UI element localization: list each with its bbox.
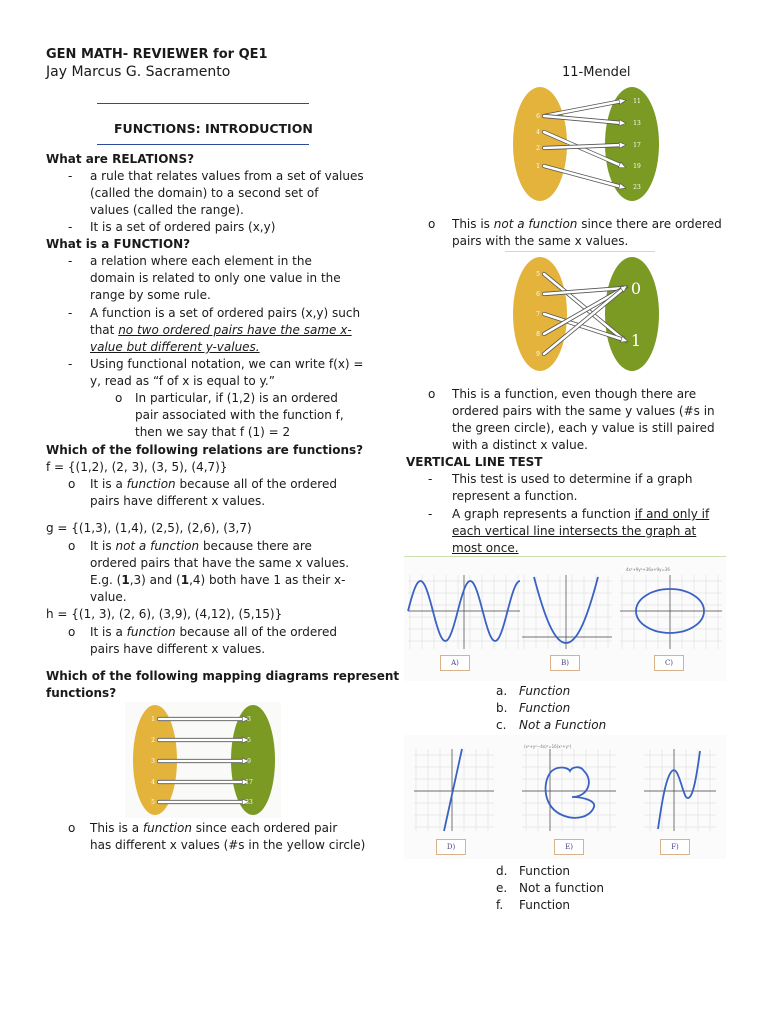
function-text <box>90 322 352 339</box>
graph-label-c: C) <box>654 655 684 671</box>
mapping-value: 3 <box>247 716 251 723</box>
text-span: function <box>142 821 192 835</box>
mapping-value: 19 <box>633 163 641 170</box>
text-span: function <box>126 477 176 491</box>
mapping-value: 11 <box>633 98 641 105</box>
bullet-circle: o <box>68 821 76 835</box>
answer-letter: c. <box>496 718 507 732</box>
bullet-dash: - <box>68 169 73 183</box>
mapping-heading: functions? <box>46 686 117 700</box>
underlined-text: each vertical line intersects the graph at <box>452 524 697 538</box>
mapping-value: 8 <box>536 331 540 338</box>
text-span: since each ordered pair <box>191 821 338 835</box>
underlined-text: value but different y-values. <box>90 340 260 354</box>
text-span: It is a <box>90 625 127 639</box>
mapping-value: 0 <box>630 279 642 298</box>
mapping-value: 17 <box>245 779 253 786</box>
range-oval <box>605 257 659 371</box>
graph-label-b: B) <box>550 655 580 671</box>
answer-letter: f. <box>496 898 504 912</box>
underlined-text: most once. <box>452 541 519 555</box>
line-curve <box>444 749 462 831</box>
text-span: 1 <box>121 573 130 587</box>
answer-letter: d. <box>496 864 508 878</box>
graph-row-1 <box>404 565 726 655</box>
section-name: 11-Mendel <box>562 65 631 80</box>
answer-h <box>90 624 337 641</box>
answer-d: Function <box>519 864 571 878</box>
answer-letter: b. <box>496 701 508 715</box>
bullet-circle: o <box>115 391 123 405</box>
text-span: ,4) both have 1 as their x- <box>189 573 346 587</box>
set-f: f = {(1,2), (2, 3), (3, 5), (4,7)} <box>46 460 228 474</box>
text-span: because all of the ordered <box>175 477 337 491</box>
mapping-value: 1 <box>151 716 155 723</box>
bullet-circle: o <box>428 217 436 231</box>
function-text: a relation where each element in the <box>90 254 312 268</box>
diagram-1-caption: has different x values (#s in the yellow circle) <box>90 838 366 852</box>
mapping-value: 1 <box>630 331 642 350</box>
answer-f-graph: Function <box>519 898 571 912</box>
vlt-text <box>452 506 709 523</box>
diagram-1-caption <box>90 820 337 837</box>
text-span: because there are <box>199 539 312 553</box>
set-h: h = {(1, 3), (2, 6), (3,9), (4,12), (5,15)} <box>46 607 283 621</box>
section-title: FUNCTIONS: INTRODUCTION <box>114 121 313 136</box>
text-span: not a function <box>115 539 200 553</box>
text-span: not a function <box>493 217 578 231</box>
relations-text: values (called the range). <box>90 203 244 217</box>
answer-e: Not a function <box>519 881 605 895</box>
answer-letter: e. <box>496 881 508 895</box>
answer-h: pairs have different x values. <box>90 642 266 656</box>
graph-label-d: D) <box>436 839 466 855</box>
graph-panel-1 <box>404 556 726 681</box>
function-subtext: In particular, if (1,2) is an ordered <box>135 391 338 405</box>
underlined-text: if and only if <box>634 507 710 521</box>
text-span: because all of the ordered <box>175 625 337 639</box>
mapping-value: 2 <box>151 737 155 744</box>
answer-b: Function <box>519 701 571 715</box>
mapping-value: 2 <box>536 145 540 152</box>
text-span: that <box>90 323 119 337</box>
diagram-2-caption <box>452 216 722 233</box>
mapping-value: 17 <box>633 142 641 149</box>
mapping-value: 23 <box>633 184 641 191</box>
bullet-dash: - <box>68 357 73 371</box>
graph-label-a: A) <box>440 655 470 671</box>
domain-oval <box>513 257 567 371</box>
function-heading: What is a FUNCTION? <box>46 237 191 251</box>
function-text: Using functional notation, we can write f(x) = <box>90 357 364 371</box>
mapping-value: 4 <box>151 779 155 786</box>
answer-c: Not a Function <box>519 718 607 732</box>
text-span: ,3) and ( <box>129 573 181 587</box>
answer-g: ordered pairs that have the same x values. <box>90 556 350 570</box>
bullet-dash: - <box>68 220 73 234</box>
relations-question-heading: Which of the following relations are functions? <box>46 443 364 457</box>
title-rule <box>97 103 309 104</box>
mapping-value: 5 <box>247 737 251 744</box>
mapping-value: 3 <box>151 758 155 765</box>
bullet-circle: o <box>428 387 436 401</box>
cardioid-curve <box>546 767 595 818</box>
mapping-diagram-1 <box>125 702 281 818</box>
mapping-diagram-2 <box>510 84 660 204</box>
domain-oval <box>513 87 567 201</box>
bullet-dash: - <box>68 306 73 320</box>
mapping-value: 4 <box>536 129 540 136</box>
mapping-value: 13 <box>633 120 641 127</box>
cubic-curve <box>658 751 700 829</box>
text-span: This is <box>452 217 494 231</box>
mapping-value: 6 <box>536 113 540 120</box>
relations-text: a rule that relates values from a set of values <box>90 169 364 183</box>
mapping-value: 5 <box>536 271 540 278</box>
answer-a: Function <box>519 684 571 698</box>
diagram-2-caption: pairs with the same x values. <box>452 234 629 248</box>
diagram-3-caption: This is a function, even though there are <box>452 387 697 401</box>
bullet-circle: o <box>68 625 76 639</box>
diagram-3-caption: with a distinct x value. <box>452 438 588 452</box>
author-name: Jay Marcus G. Sacramento <box>46 64 231 80</box>
function-text: y, read as “f of x is equal to y.” <box>90 374 275 388</box>
text-span: since there are ordered <box>577 217 722 231</box>
graph-label-f: F) <box>660 839 690 855</box>
answer-f: pairs have different x values. <box>90 494 266 508</box>
bullet-dash: - <box>428 472 433 486</box>
separator <box>505 251 655 252</box>
relations-heading: What are RELATIONS? <box>46 152 195 166</box>
mapping-diagram-3 <box>510 254 660 374</box>
text-span: A graph represents a function <box>452 507 635 521</box>
text-span: It is <box>90 539 116 553</box>
mapping-value: 33 <box>245 799 253 806</box>
mapping-value: 9 <box>536 351 540 358</box>
mapping-value: 5 <box>151 799 155 806</box>
answer-g: value. <box>90 590 127 604</box>
answer-g <box>90 572 345 589</box>
bullet-dash: - <box>68 254 73 268</box>
function-subtext: then we say that f (1) = 2 <box>135 425 291 439</box>
bullet-circle: o <box>68 477 76 491</box>
function-text: domain is related to only one value in the <box>90 271 341 285</box>
answer-g <box>90 538 312 555</box>
underlined-text: no two ordered pairs have the same x- <box>118 323 352 337</box>
vlt-text: This test is used to determine if a graph <box>452 472 693 486</box>
text-span: It is a <box>90 477 127 491</box>
mapping-value: 1 <box>536 163 540 170</box>
vlt-text: represent a function. <box>452 489 578 503</box>
title-rule-bottom <box>97 144 309 145</box>
mapping-value: 6 <box>536 291 540 298</box>
vlt-heading: VERTICAL LINE TEST <box>406 455 543 469</box>
text-span: E.g. ( <box>90 573 122 587</box>
set-g: g = {(1,3), (1,4), (2,5), (2,6), (3,7) <box>46 521 252 535</box>
document-title: GEN MATH- REVIEWER for QE1 <box>46 47 268 62</box>
mapping-value: 9 <box>247 758 251 765</box>
bullet-circle: o <box>68 539 76 553</box>
text-span: function <box>126 625 176 639</box>
diagram-3-caption: the green circle), each y value is still paired <box>452 421 715 435</box>
graph-label-e: E) <box>554 839 584 855</box>
mapping-value: 7 <box>536 311 540 318</box>
function-subtext: pair associated with the function f, <box>135 408 344 422</box>
function-text: range by some rule. <box>90 288 211 302</box>
diagram-3-caption: ordered pairs with the same y values (#s in <box>452 404 715 418</box>
answer-f <box>90 476 337 493</box>
text-span: This is a <box>90 821 143 835</box>
function-text: A function is a set of ordered pairs (x,y) such <box>90 306 361 320</box>
bullet-dash: - <box>428 507 433 521</box>
relations-text: It is a set of ordered pairs (x,y) <box>90 220 276 234</box>
relations-text: (called the domain) to a second set of <box>90 186 319 200</box>
answer-letter: a. <box>496 684 508 698</box>
graph-e-equation: (x²+y²−4x)²=16(x²+y²) <box>524 744 572 749</box>
graph-c-equation: 4x²+9y²+36x+9y=36 <box>626 567 670 572</box>
text-span: 1 <box>180 573 190 587</box>
graph-panel-2 <box>404 735 726 859</box>
mapping-heading: Which of the following mapping diagrams represent <box>46 669 400 683</box>
